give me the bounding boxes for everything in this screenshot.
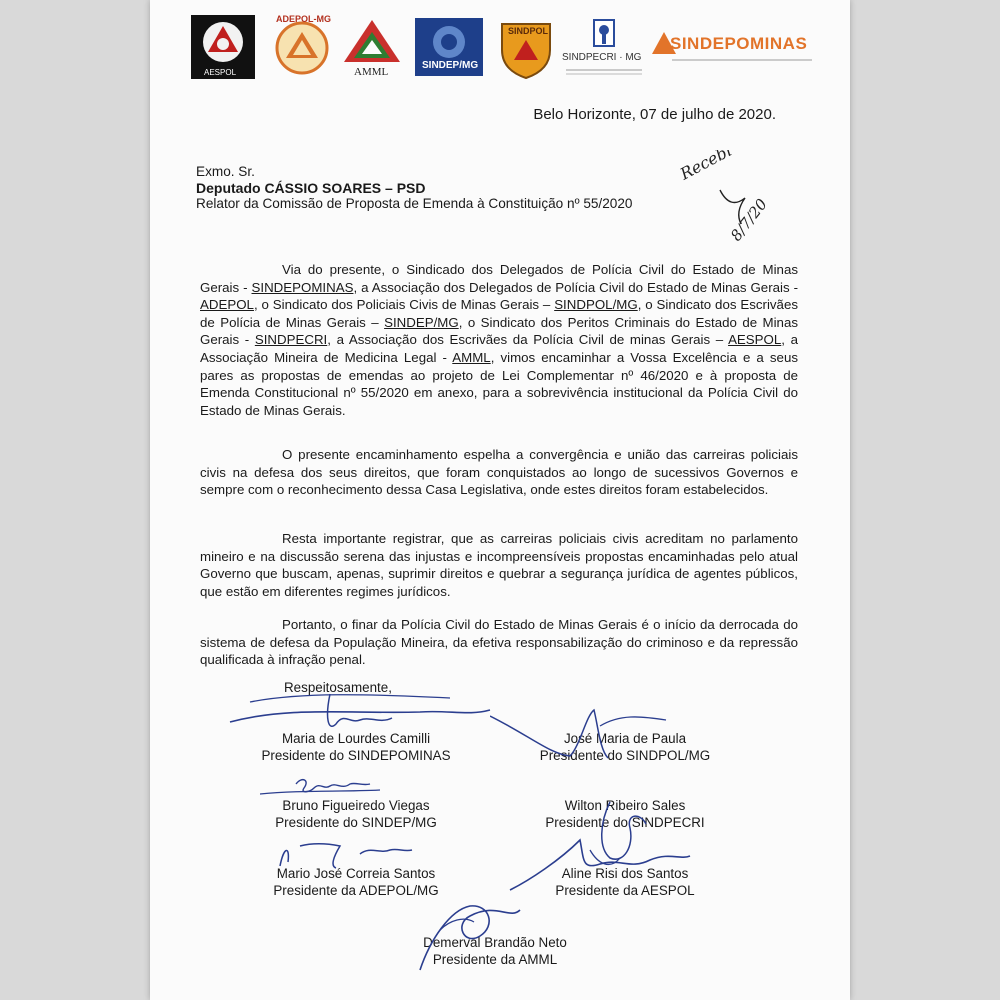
signatory-title: Presidente do SINDEPOMINAS: [261, 748, 451, 763]
letter-page: [150, 0, 850, 1000]
sindep-caption: SINDEP/MG: [422, 60, 479, 71]
org-amml: AMML: [452, 349, 491, 365]
sindpecri-caption: SINDPECRI · MG: [562, 52, 642, 63]
signatory-title: Presidente do SINDEP/MG: [275, 815, 437, 830]
signatory-title: Presidente do SINDPOL/MG: [539, 748, 711, 763]
addressee-name: Deputado CÁSSIO SOARES – PSD: [196, 180, 426, 196]
adepol-caption: ADEPOL-MG: [276, 14, 331, 24]
amml-caption: AMML: [354, 66, 389, 78]
aespol-caption: AESPOL: [204, 68, 237, 77]
received-note-date: 8/7/20: [726, 195, 771, 245]
addressee-block: [196, 164, 632, 212]
signatory-4: [510, 797, 740, 831]
sindpecri-logo: [562, 14, 646, 80]
signatory-name: Demerval Brandão Neto: [423, 935, 567, 950]
signatory-title: Presidente da ADEPOL/MG: [273, 883, 439, 898]
received-note: [680, 150, 790, 250]
signatory-name: José Maria de Paula: [563, 731, 687, 746]
paragraph-1: Via do presente, o Sindicado dos Delegados de Polícia Civil do Estado de Minas Gerais - SINDEPOMINAS, a Associação dos Delegados de Polícia Civil do Estado de Minas Gerais - ADEPOL, o Sindicato dos Policiais Civis de Minas Gerais – SINDPOL/MG, o Sindicato dos Escrivães de Polícia de Minas Gerais – SINDEP/MG, o Sindicato dos Peritos Criminais do Estado de Minas Gerais - SINDPECRI, a Associação dos Escrivães da Polícia Civil de minas Gerais – AESPOL, a Associação Mineira de Medicina Legal - AMML, vimos encaminhar a Vossa Excelência e a seus pares as propostas de emendas ao projeto de Lei Complementar nº 46/2020 e à proposta de Emenda Constitucional nº 55/2020 em anexo, para a sobrevivência institucional da Polícia Civil do Estado de Minas Gerais.: [200, 262, 799, 418]
org-aespol: AESPOL: [728, 332, 782, 348]
logo-strip: [190, 14, 820, 84]
paragraph-2: O presente encaminhamento espelha a convergência e união das carreiras policiais civis na defesa dos seus direitos, que foram conquistados ao longo de sucessivos Governos e sempre com o reconhecimento dessa Casa Legislativa, onde estes direitos foram estabelecidos.: [200, 447, 798, 498]
signatory-7: [380, 934, 610, 968]
signatory-name: Wilton Ribeiro Sales: [564, 798, 686, 813]
signatory-title: Presidente do SINDPECRI: [545, 815, 705, 830]
sindpol-logo: [496, 14, 556, 80]
received-note-word: Recebi: [680, 150, 735, 184]
letter-date: Belo Horizonte, 07 de julho de 2020.: [533, 106, 776, 123]
org-sindpecri: SINDPECRI: [254, 332, 328, 348]
sindepominas-logo: [652, 14, 808, 80]
signatory-title: Presidente da AMML: [432, 952, 558, 967]
signatory-5: [246, 865, 466, 899]
closing: Respeitosamente,: [284, 680, 392, 695]
signatory-6: [510, 865, 740, 899]
org-sindpol: SINDPOL/MG: [554, 297, 638, 313]
signatory-name: Bruno Figueiredo Viegas: [282, 798, 430, 813]
org-sindep: SINDEP/MG: [384, 314, 459, 330]
sindep-logo: [414, 14, 484, 80]
signatory-title: Presidente da AESPOL: [555, 883, 695, 898]
amml-logo: [340, 14, 404, 80]
paragraph-3: Resta importante registrar, que as carreiras policiais civis acreditam no parlamento mineiro e na discussão serena das injustas e incompreensíveis propostas encaminhadas pelo atual Governo que buscam, apenas, suprimir direitos e quebrar a segurança jurídica de agentes públicos, que estão em diferentes regimes jurídicos.: [200, 531, 798, 599]
received-note-scribble: [680, 150, 790, 250]
signatory-name: Aline Risi dos Santos: [561, 866, 689, 881]
signatory-1: [246, 730, 466, 764]
paragraph-4: Portanto, o finar da Polícia Civil do Estado de Minas Gerais é o início da derrocada do sistema de defesa da População Mineira, da efetiva responsabilização do criminoso e da repressão qualificada à infração penal.: [200, 617, 798, 668]
addressee-role: Relator da Comissão de Proposta de Emenda à Constituição nº 55/2020: [196, 196, 633, 211]
adepol-logo: [272, 14, 332, 80]
aespol-logo: [190, 14, 256, 80]
signatory-name: Mario José Correia Santos: [276, 866, 436, 881]
sindepominas-caption: SINDEPOMINAS: [670, 34, 808, 53]
signatory-2: [510, 730, 740, 764]
org-sindepominas: SINDEPOMINAS: [251, 279, 354, 295]
salutation: Exmo. Sr.: [196, 164, 255, 179]
signatory-name: Maria de Lourdes Camilli: [281, 731, 431, 746]
org-adepol: ADEPOL: [200, 297, 254, 313]
sindpol-caption: SINDPOL: [508, 26, 549, 36]
signatory-3: [246, 797, 466, 831]
